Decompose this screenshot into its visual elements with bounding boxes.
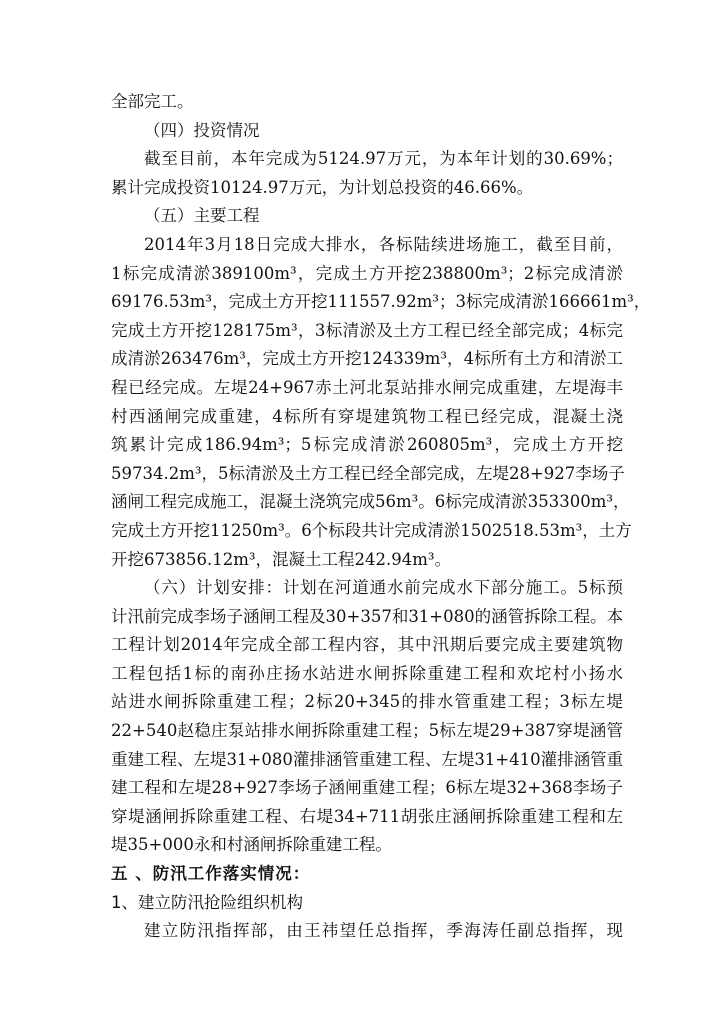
text-line: 累计完成投资10124.97万元，为计划总投资的46.66%。 bbox=[111, 177, 534, 197]
text-line: 1标完成清淤389100m³，完成土方开挖238800m³；2标完成清淤 bbox=[111, 263, 623, 283]
text-line: 建工程和左堤28+927李场子涵闸重建工程；6标左堤32+368李场子 bbox=[111, 778, 623, 798]
text-line: 穿堤涵闸拆除重建工程、右堤34+711胡张庄涵闸拆除重建工程和左 bbox=[111, 806, 623, 826]
text-line: 59734.2m³，5标清淤及土方工程已经全部完成，左堤28+927李场子 bbox=[111, 463, 625, 483]
text-line: 2014年3月18日完成大排水，各标陆续进场施工，截至目前， bbox=[144, 234, 623, 254]
text-line: 筑累计完成186.94m³；5标完成清淤260805m³，完成土方开挖 bbox=[111, 435, 623, 455]
text-line: 开挖673856.12m³，混凝土工程242.94m³。 bbox=[111, 549, 451, 569]
text-line: 工程包括1标的南孙庄扬水站进水闸拆除重建工程和欢坨村小扬水 bbox=[111, 663, 623, 683]
text-line: 涵闸工程完成施工，混凝土浇筑完成56m³。6标完成清淤353300m³， bbox=[111, 492, 630, 512]
chapter-heading-flood-control: 五 、防汛工作落实情况： bbox=[111, 864, 311, 884]
text-line: 计汛前完成李场子涵闸工程及30+357和31+080的涵管拆除工程。本 bbox=[111, 606, 624, 626]
text-line: 全部完工。 bbox=[111, 92, 194, 111]
section-heading-plan: （六）计划安排：计划在河道通水前完成水下部分施工。5标预 bbox=[144, 578, 623, 598]
text-line: 堤35+000永和村涵闸拆除重建工程。 bbox=[111, 835, 392, 855]
text-line: 69176.53m³，完成土方开挖111557.92m³；3标完成清淤166661m³， bbox=[111, 292, 651, 312]
text-line: 截至目前，本年完成为5124.97万元，为本年计划的30.69%； bbox=[144, 149, 623, 169]
text-line: 22+540赵稳庄泵站排水闸拆除重建工程；5标左堤29+387穿堤涵管 bbox=[111, 721, 623, 741]
section-heading-investment: （四）投资情况 bbox=[144, 120, 260, 140]
text-line: 村西涵闸完成重建，4标所有穿堤建筑物工程已经完成，混凝土浇 bbox=[111, 406, 623, 426]
document-body bbox=[111, 88, 651, 946]
text-line: 完成土方开挖11250m³。6个标段共计完成清淤1502518.53m³，土方 bbox=[111, 520, 632, 540]
subsection-heading-organization: 1、建立防汛抢险组织机构 bbox=[111, 892, 303, 912]
text-line: 完成土方开挖128175m³，3标清淤及土方工程已经全部完成；4标完 bbox=[111, 320, 623, 340]
section-heading-main-works: （五）主要工程 bbox=[144, 206, 260, 226]
text-line: 成清淤263476m³，完成土方开挖124339m³，4标所有土方和清淤工 bbox=[111, 349, 623, 369]
text-line: 重建工程、左堤31+080灌排涵管重建工程、左堤31+410灌排涵管重 bbox=[111, 749, 624, 769]
text-line: 工程计划2014年完成全部工程内容，其中汛期后要完成主要建筑物 bbox=[111, 635, 623, 655]
text-line: 程已经完成。左堤24+967赤土河北泵站排水闸完成重建，左堤海丰 bbox=[111, 377, 623, 397]
text-line: 建立防汛指挥部，由王祎望任总指挥，季海涛任副总指挥，现 bbox=[144, 921, 623, 941]
text-line: 站进水闸拆除重建工程；2标20+345的排水管重建工程；3标左堤 bbox=[111, 692, 623, 712]
